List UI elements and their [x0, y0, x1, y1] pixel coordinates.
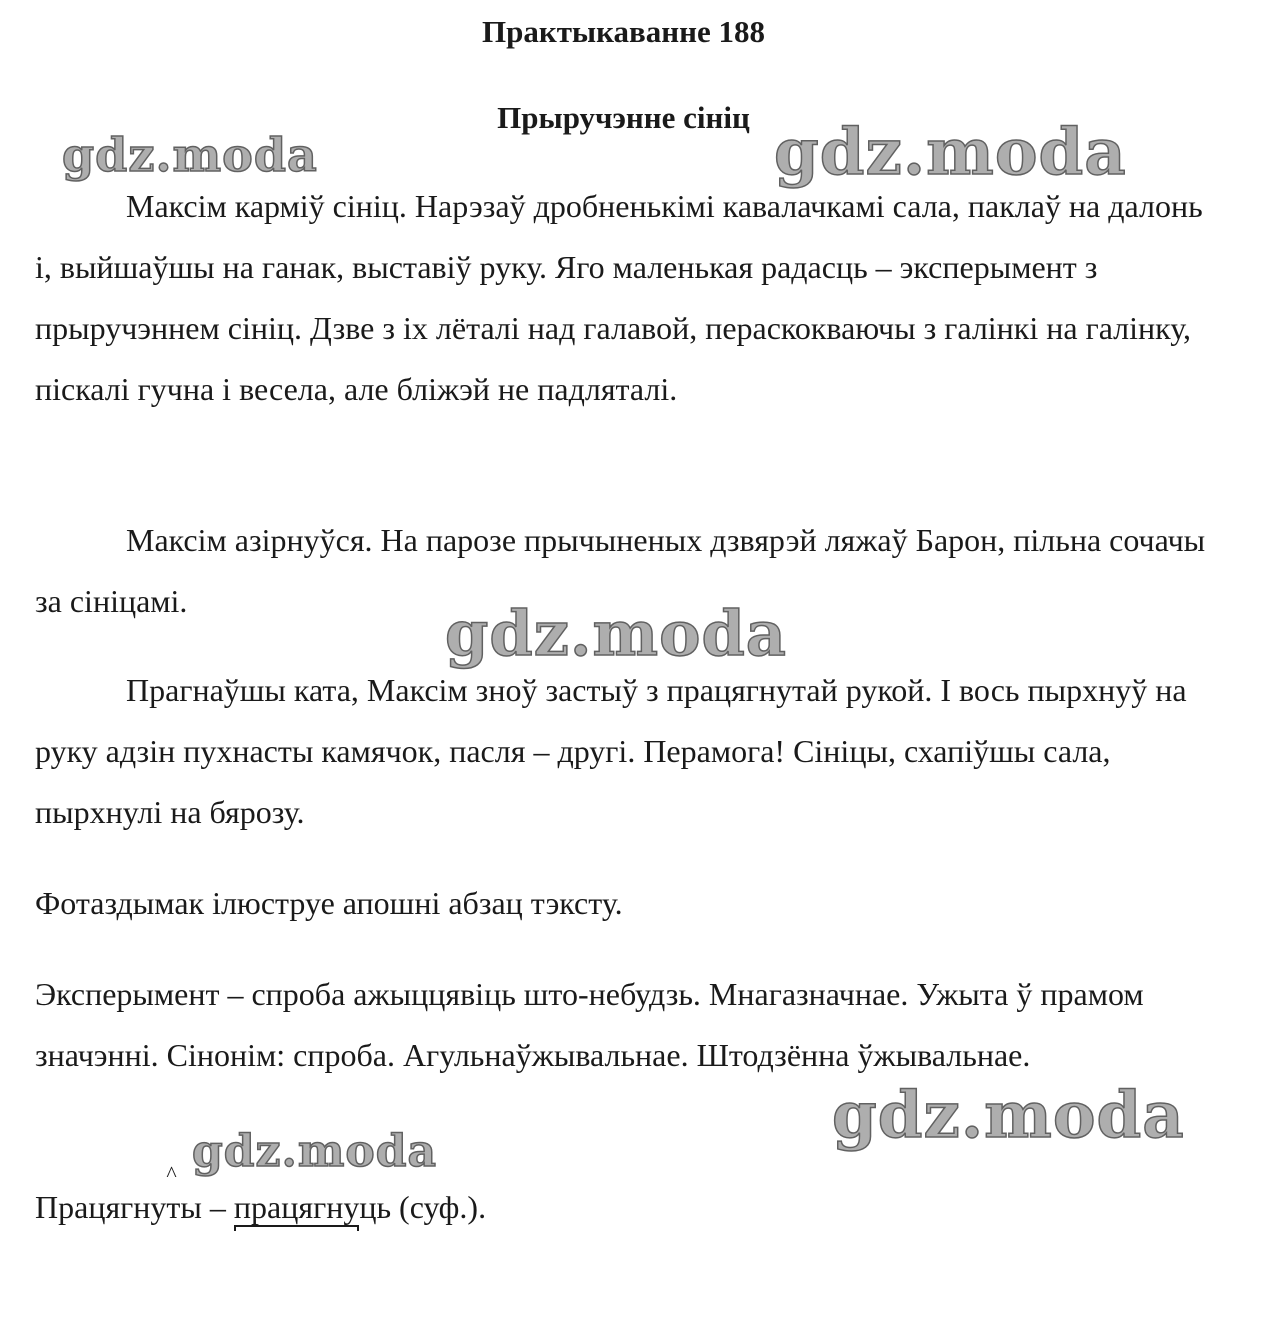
- derived-word-stem: Працягну: [35, 1189, 167, 1225]
- suffix-mark-icon: ^: [166, 1161, 177, 1186]
- base-word-stem: працягну: [233, 1189, 360, 1225]
- watermark-logo: gdz.moda: [832, 1078, 1185, 1153]
- word-formation-analysis: [35, 1161, 1225, 1238]
- story-paragraph-3: Прагнаўшы ката, Максім зноў застыў з працягнутай рукой. І вось пырхнуў на руку адзін пухнасты камячок, пасля – другі. Перамога! Сініцы, схапіўшы сала, пырхнулі на бярозу.: [35, 672, 1187, 830]
- story-paragraph-1: Максім карміў сініц. Нарэзаў дробненькімі кавалачкамі сала, паклаў на далонь і, выйшаўшы на ганак, выставіў руку. Яго маленькая радасць – эксперымент з прыручэннем сініц. Дзве з іх лёталі над галавой, пераскокваючы з галінкі на галінку, піскалі гучна і весела, але бліжэй не падляталі.: [35, 188, 1203, 407]
- word-definition: Эксперымент – спроба ажыццявіць што-небудзь. Мнагазначнае. Ужыта ў прамом значэнні. Сінонім: спроба. Агульнаўжывальнае. Штодзённа ўжывальнае.: [35, 976, 1144, 1073]
- suffix-part: [166, 1161, 202, 1238]
- formation-note: (суф.).: [391, 1189, 487, 1225]
- watermark-logo: gdz.moda: [445, 597, 787, 670]
- watermark-logo: gdz.moda: [774, 115, 1127, 190]
- derived-word-suffix: ты: [166, 1189, 202, 1225]
- exercise-title: Практыкаванне 188: [481, 14, 765, 49]
- photo-note: Фотаздымак ілюструе апошні абзац тэксту.: [35, 885, 623, 921]
- story-paragraph-2: Максім азірнуўся. На парозе прычыненых дзвярэй ляжаў Барон, пільна сочачы за сініцамі.: [35, 522, 1206, 619]
- base-word-ending: ць: [359, 1189, 392, 1225]
- watermark-logo: gdz.moda: [192, 1126, 438, 1177]
- story-title: Прыручэнне сініц: [497, 100, 750, 135]
- watermark-logo: gdz.moda: [62, 128, 318, 182]
- dash: –: [201, 1189, 234, 1225]
